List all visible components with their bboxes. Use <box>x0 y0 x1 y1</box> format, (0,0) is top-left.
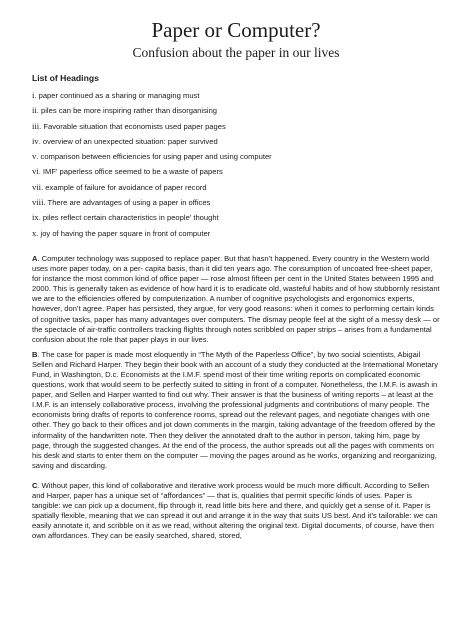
list-of-headings-title: List of Headings <box>32 73 99 83</box>
page-subtitle: Confusion about the paper in our lives <box>132 45 340 60</box>
heading-item-viii <box>32 195 440 210</box>
heading-item-ix <box>32 210 440 225</box>
heading-item-vii <box>32 180 440 195</box>
heading-item-i <box>32 88 440 103</box>
paragraph-text: . Computer technology was supposed to replace paper. But that hasn’t happened. Every country in the Western world uses more paper today, on a per- capita basis, than it did ten years ago. The consumption of uncoated free-sheet paper, for instance the most common kind of office paper — rose almost fifteen per cent in the United States between 1995 and 2000. This is generally taken as evidence of how hard it is to eradicate old, wasteful habits and of how stubbornly resistant we are to the efficiencies offered by computerization. A number of cognitive psychologists and ergonomics experts, however, don’t agree. Paper has persisted, they argue, for very good reasons: when it comes to performing certain kinds of cognitive tasks, paper has many advantages over computers. The dismay people feel at the sight of a messy desk — or the spectacle of air-traffic controllers tracking flights through notes scribbled on paper strips – arises from a fundamental confusion about the role that paper plays in our lives. <box>32 253 440 344</box>
paragraph-text: . The case for paper is made most eloquently in “The Myth of the Paperless Office”, by two social scientists, Abigail Sellen and Richard Harper. They begin their book with an account of a study they conducted at the International Monetary Fund, in Washington, D.c. Economists at the I.M.F. spend most of their time writing reports on complicated economic questions, work that would seem to be perfectly suited to sitting in front of a computer. Nonetheless, the I.M.F. is awash in paper, and Sellen and Harper wanted to find out why. Their answer is that the business of writing reports – at least at the I.M.F. is an intensely collaborative process, involving the professional judgments and contributions of many people. The economists bring drafts of reports to conference rooms, spread out the relevant pages, and negotiate changes with one other. They go back to their offices and jot down comments in the margin, taking advantage of the freedom offered by the informality of the handwritten note. Then they deliver the annotated draft to the author in person, taking him, page by page, through the suggested changes. At the end of the process, the author spreads out all the pages with comments on his desk and starts to enter them on the computer — moving the pages around as he works, organizing and reorganizing, saving and discarding. <box>32 349 438 470</box>
heading-text: . IMF' paperless office seemed to be a waste of papers <box>38 167 223 177</box>
paragraph-a <box>32 254 440 345</box>
heading-number: ix <box>32 212 39 223</box>
heading-number: vii <box>32 181 42 192</box>
paragraph-letter: A <box>32 253 38 263</box>
paragraph-b <box>32 350 440 471</box>
paragraph-letter: C <box>32 480 38 490</box>
heading-item-x <box>32 226 440 241</box>
heading-number: ii <box>32 105 37 116</box>
heading-text: . piles reflect certain characteristics in people' thought <box>38 213 219 223</box>
heading-number: i <box>32 90 35 100</box>
heading-item-iv <box>32 134 440 149</box>
heading-text: . piles can be more inspiring rather than disorganising <box>36 106 218 116</box>
heading-text: . paper continued as a sharing or managing must <box>34 91 200 100</box>
heading-number: vi <box>32 166 39 177</box>
heading-number: v <box>32 151 37 162</box>
heading-item-v <box>32 149 440 164</box>
page-title: Paper or Computer? <box>151 18 321 42</box>
paragraph-c <box>32 481 440 542</box>
heading-text: . example of failure for avoidance of paper record <box>41 182 207 192</box>
heading-number: iv <box>32 135 39 146</box>
heading-number: iii <box>32 120 40 131</box>
heading-item-ii <box>32 103 440 118</box>
heading-text: . Favorable situation that economists used paper pages <box>39 121 226 131</box>
heading-item-iii <box>32 119 440 134</box>
heading-number: viii <box>32 197 44 208</box>
heading-item-vi <box>32 164 440 179</box>
heading-number: x <box>32 227 37 238</box>
heading-text: . overview of an unexpected situation: paper survived <box>38 136 218 146</box>
paragraph-letter: B <box>32 349 38 359</box>
heading-text: . joy of having the paper square in front of computer <box>36 228 211 238</box>
heading-text: . comparison between efficiencies for using paper and using computer <box>36 152 272 162</box>
headings-list <box>32 88 440 241</box>
heading-text: . There are advantages of using a paper in offices <box>43 198 211 208</box>
paragraph-text: . Without paper, this kind of collaborative and iterative work process would be much more difficult. According to Sellen and Harper, paper has a unique set of “affordances” — that is, qualities that permit specific kinds of uses. Paper is tangible: we can pick up a document, flip through it, read little bits here and there, and quickly get a sense of it. Paper is spatially flexible, meaning that we can spread it out and arrange it in the way that suits US best. And it’s tailorable: we can easily annotate it, and scribble on it as we read, without altering the original text. Digital documents, of course, have then own affordances. They can be easily searched, shared, stored, <box>32 480 438 541</box>
